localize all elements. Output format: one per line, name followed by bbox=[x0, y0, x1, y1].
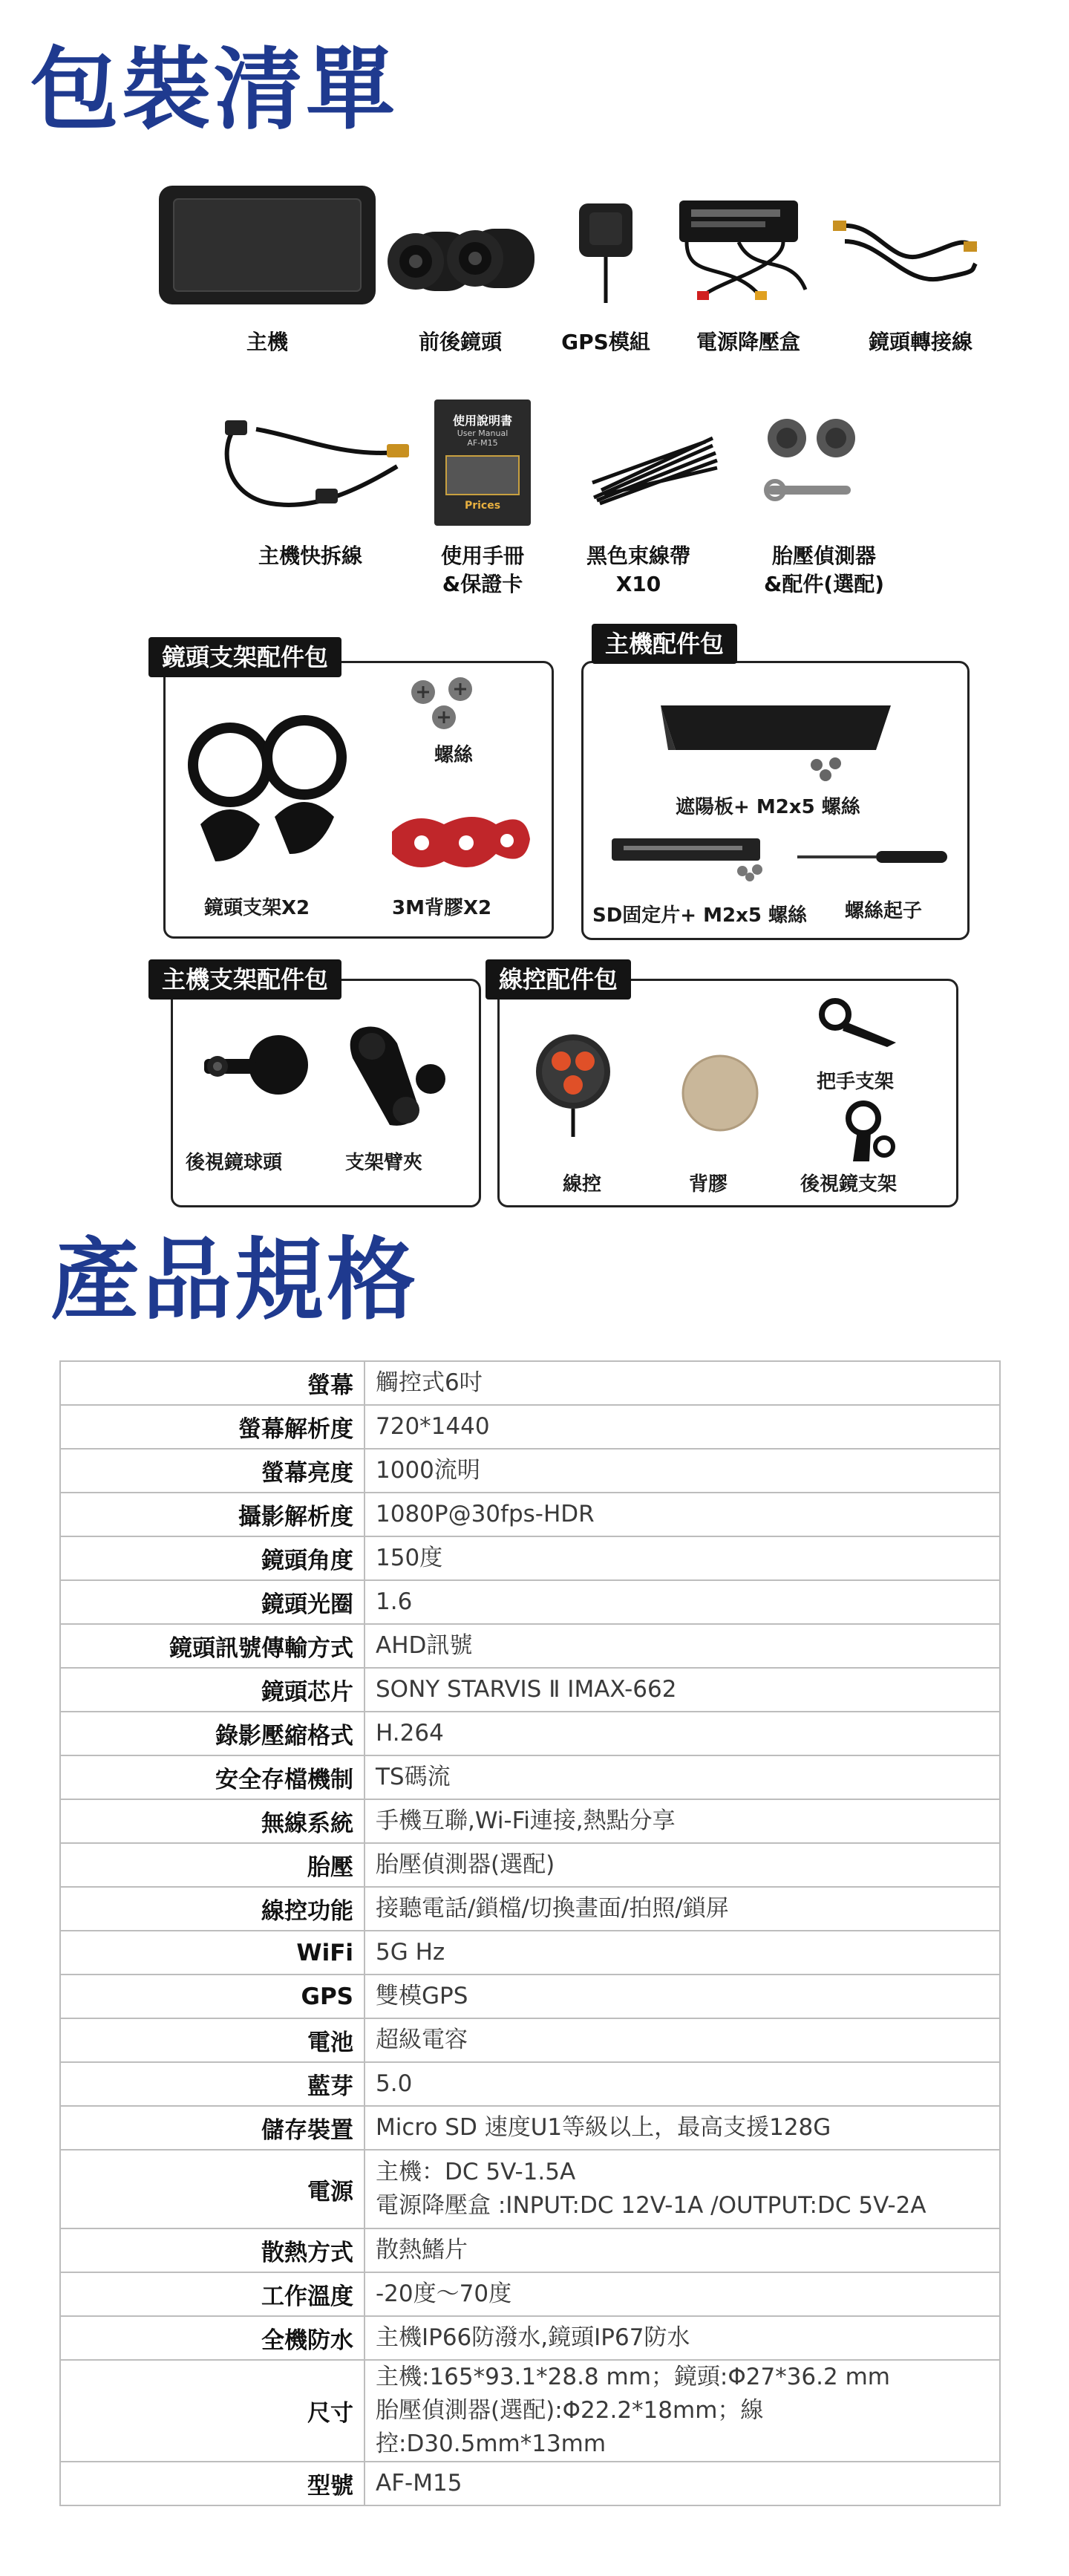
spec-value bbox=[364, 2106, 1000, 2150]
spec-value-line: 150度 bbox=[376, 1545, 443, 1572]
adhesive-pads-label: 3M背膠X2 bbox=[392, 897, 492, 919]
spec-row bbox=[60, 2316, 1000, 2360]
spec-row bbox=[60, 1580, 1000, 1624]
spec-value-line: H.264 bbox=[376, 1720, 444, 1747]
manual-cover-title: 使用說明書 bbox=[452, 414, 512, 428]
lens-brackets-label: 鏡頭支架X2 bbox=[204, 897, 310, 919]
ball-head-image bbox=[197, 1032, 316, 1106]
spec-value-line: 接聽電話/鎖檔/切換畫面/拍照/鎖屏 bbox=[376, 1895, 729, 1923]
spec-key: 鏡頭芯片 bbox=[60, 1668, 364, 1712]
gps-module-image bbox=[576, 200, 635, 304]
sd-plate-label: SD固定片+ M2x5 螺絲 bbox=[592, 904, 808, 927]
spec-key: 螢幕 bbox=[60, 1361, 364, 1405]
host-kit-tag: 主機配件包 bbox=[592, 624, 737, 664]
spec-value bbox=[364, 2018, 1000, 2062]
spec-value bbox=[364, 1493, 1000, 1536]
screws-label: 螺絲 bbox=[434, 744, 474, 766]
spec-key: 電源 bbox=[60, 2150, 364, 2228]
spec-row bbox=[60, 1843, 1000, 1887]
spec-value bbox=[364, 1624, 1000, 1668]
spec-value-line: -20度～70度 bbox=[376, 2280, 512, 2308]
spec-row bbox=[60, 1975, 1000, 2018]
spec-value bbox=[364, 1887, 1000, 1931]
spec-value bbox=[364, 1843, 1000, 1887]
caption-gps-module: GPS模組 bbox=[561, 330, 650, 354]
spec-value-line: 雙模GPS bbox=[376, 1983, 468, 2010]
arm-clamp-image bbox=[338, 1021, 449, 1132]
spec-row bbox=[60, 1668, 1000, 1712]
spec-row bbox=[60, 2360, 1000, 2462]
spec-value-line: 超級電容 bbox=[376, 2026, 468, 2054]
spec-row bbox=[60, 2018, 1000, 2062]
spec-value bbox=[364, 2228, 1000, 2272]
ball-head-label: 後視鏡球頭 bbox=[186, 1152, 283, 1174]
spec-value bbox=[364, 1449, 1000, 1493]
host-mount-kit-tag: 主機支架配件包 bbox=[148, 959, 341, 1000]
spec-value bbox=[364, 1712, 1000, 1755]
spec-value-line: 1080P@30fps-HDR bbox=[376, 1501, 595, 1528]
power-box-image bbox=[672, 193, 813, 304]
spec-value-line: Micro SD 速度U1等級以上，最高支援128G bbox=[376, 2114, 831, 2142]
spec-value-line: 5G Hz bbox=[376, 1939, 445, 1966]
spec-value-line: 主機：DC 5V-1.5A bbox=[376, 2159, 576, 2186]
remote-control-image bbox=[534, 1028, 616, 1140]
spec-key: 電池 bbox=[60, 2018, 364, 2062]
handlebar-mount-image bbox=[813, 995, 909, 1054]
manual-cover-model: AF-M15 bbox=[467, 438, 498, 448]
spec-key: 尺寸 bbox=[60, 2360, 364, 2462]
spec-value bbox=[364, 1755, 1000, 1799]
arm-clamp-label: 支架臂夾 bbox=[345, 1152, 423, 1174]
spec-key: 全機防水 bbox=[60, 2316, 364, 2360]
spec-value bbox=[364, 1668, 1000, 1712]
spec-row bbox=[60, 2228, 1000, 2272]
spec-key: 工作溫度 bbox=[60, 2272, 364, 2316]
tpms-sensors-image bbox=[765, 416, 861, 512]
spec-key: 螢幕亮度 bbox=[60, 1449, 364, 1493]
spec-value-line: 720*1440 bbox=[376, 1413, 490, 1441]
spec-value bbox=[364, 1405, 1000, 1449]
adhesive-pads-image bbox=[385, 809, 533, 876]
spec-table bbox=[59, 1360, 1001, 2506]
spec-key: 錄影壓縮格式 bbox=[60, 1712, 364, 1755]
spec-key: 藍芽 bbox=[60, 2062, 364, 2106]
spec-value-line: 5.0 bbox=[376, 2070, 413, 2098]
spec-row bbox=[60, 2462, 1000, 2505]
spec-value-line: 1000流明 bbox=[376, 1457, 480, 1484]
adhesive-pad-image bbox=[676, 1053, 765, 1135]
spec-key: 鏡頭角度 bbox=[60, 1536, 364, 1580]
specifications-title: 產品規格 bbox=[50, 1229, 419, 1332]
spec-value bbox=[364, 2316, 1000, 2360]
spec-key: 線控功能 bbox=[60, 1887, 364, 1931]
spec-row bbox=[60, 1361, 1000, 1405]
spec-key: 儲存裝置 bbox=[60, 2106, 364, 2150]
lens-cable-image bbox=[830, 212, 978, 293]
spec-value bbox=[364, 1580, 1000, 1624]
spec-value bbox=[364, 1931, 1000, 1975]
spec-value-line: 胎壓偵測器(選配):Φ22.2*18mm；線控:D30.5mm*13mm bbox=[376, 2396, 764, 2457]
mirror-mount-image bbox=[835, 1098, 902, 1164]
spec-key: 鏡頭訊號傳輸方式 bbox=[60, 1624, 364, 1668]
manual-cover-brand: Prices bbox=[464, 500, 501, 512]
spec-value-line: 散熱鰭片 bbox=[376, 2237, 468, 2264]
spec-value-line: SONY STARVIS Ⅱ IMAX-662 bbox=[376, 1676, 677, 1703]
spec-key: 安全存檔機制 bbox=[60, 1755, 364, 1799]
spec-value bbox=[364, 2360, 1000, 2462]
spec-key: GPS bbox=[60, 1975, 364, 2018]
spec-value bbox=[364, 1536, 1000, 1580]
camera-lenses-image bbox=[386, 221, 534, 303]
spec-key: 散熱方式 bbox=[60, 2228, 364, 2272]
spec-row bbox=[60, 2106, 1000, 2150]
spec-value bbox=[364, 2150, 1000, 2228]
spec-key: WiFi bbox=[60, 1931, 364, 1975]
spec-row bbox=[60, 1405, 1000, 1449]
spec-value-line: 手機互聯,Wi-Fi連接,熱點分享 bbox=[376, 1807, 676, 1835]
caption-lens-cable: 鏡頭轉接線 bbox=[868, 330, 972, 354]
caption-manual: 使用手冊 &保證卡 bbox=[440, 544, 524, 596]
screwdriver-label: 螺絲起子 bbox=[845, 900, 923, 922]
screws-image bbox=[401, 676, 490, 735]
spec-value bbox=[364, 2062, 1000, 2106]
spec-row bbox=[60, 1799, 1000, 1843]
adhesive-pad-label: 背膠 bbox=[689, 1173, 728, 1196]
spec-value-line: TS碼流 bbox=[376, 1764, 451, 1791]
spec-value bbox=[364, 1975, 1000, 2018]
spec-key: 攝影解析度 bbox=[60, 1493, 364, 1536]
spec-row bbox=[60, 1887, 1000, 1931]
caption-camera-lenses: 前後鏡頭 bbox=[418, 330, 502, 354]
spec-value-line: 觸控式6吋 bbox=[376, 1369, 483, 1397]
remote-kit-tag: 線控配件包 bbox=[486, 959, 631, 1000]
spec-row bbox=[60, 1624, 1000, 1668]
spec-value-line: 胎壓偵測器(選配) bbox=[376, 1851, 555, 1879]
spec-row bbox=[60, 1931, 1000, 1975]
spec-value-line: 主機:165*93.1*28.8 mm；鏡頭:Φ27*36.2 mm bbox=[376, 2364, 890, 2390]
caption-tpms-sensors: 胎壓偵測器 &配件(選配) bbox=[763, 544, 884, 596]
spec-value-line: AHD訊號 bbox=[376, 1632, 473, 1660]
spec-value-line: 電源降壓盒 :INPUT:DC 12V-1A /OUTPUT:DC 5V-2A bbox=[376, 2192, 926, 2219]
spec-row bbox=[60, 1493, 1000, 1536]
manual-cover-subtitle: User Manual bbox=[457, 428, 509, 438]
spec-key: 鏡頭光圈 bbox=[60, 1580, 364, 1624]
screwdriver-image bbox=[794, 847, 950, 869]
spec-value-line: AF-M15 bbox=[376, 2469, 462, 2497]
packing-list-title: 包裝清單 bbox=[30, 39, 398, 142]
caption-power-box: 電源降壓盒 bbox=[696, 330, 800, 354]
main-unit-image bbox=[157, 184, 377, 306]
spec-value bbox=[364, 2272, 1000, 2316]
spec-row bbox=[60, 1449, 1000, 1493]
mirror-mount-label: 後視鏡支架 bbox=[800, 1173, 898, 1196]
caption-main-unit: 主機 bbox=[246, 330, 288, 354]
spec-value-line: 主機IP66防潑水,鏡頭IP67防水 bbox=[376, 2324, 690, 2352]
spec-value bbox=[364, 1799, 1000, 1843]
manual-image bbox=[434, 400, 531, 526]
quick-release-cable-image bbox=[212, 407, 419, 518]
spec-value bbox=[364, 1361, 1000, 1405]
spec-value-line: 1.6 bbox=[376, 1588, 413, 1616]
sd-plate-image bbox=[609, 835, 779, 880]
caption-quick-release-cable: 主機快拆線 bbox=[258, 544, 362, 568]
spec-row bbox=[60, 1755, 1000, 1799]
lens-mount-kit-tag: 鏡頭支架配件包 bbox=[148, 637, 341, 677]
spec-row bbox=[60, 2062, 1000, 2106]
handlebar-mount-label: 把手支架 bbox=[817, 1071, 895, 1093]
lens-brackets-image bbox=[178, 713, 356, 876]
spec-row bbox=[60, 1536, 1000, 1580]
spec-value bbox=[364, 2462, 1000, 2505]
spec-key: 螢幕解析度 bbox=[60, 1405, 364, 1449]
spec-key: 胎壓 bbox=[60, 1843, 364, 1887]
caption-cable-ties: 黑色束線帶 X10 bbox=[586, 544, 690, 596]
sun-visor-image bbox=[653, 698, 906, 780]
sun-visor-label: 遮陽板+ M2x5 螺絲 bbox=[676, 796, 860, 818]
spec-row bbox=[60, 2272, 1000, 2316]
cable-ties-image bbox=[586, 438, 720, 505]
spec-row bbox=[60, 1712, 1000, 1755]
spec-row bbox=[60, 2150, 1000, 2228]
manual-cover-photo bbox=[445, 455, 520, 495]
spec-key: 無線系統 bbox=[60, 1799, 364, 1843]
spec-key: 型號 bbox=[60, 2462, 364, 2505]
remote-control-label: 線控 bbox=[563, 1173, 602, 1196]
